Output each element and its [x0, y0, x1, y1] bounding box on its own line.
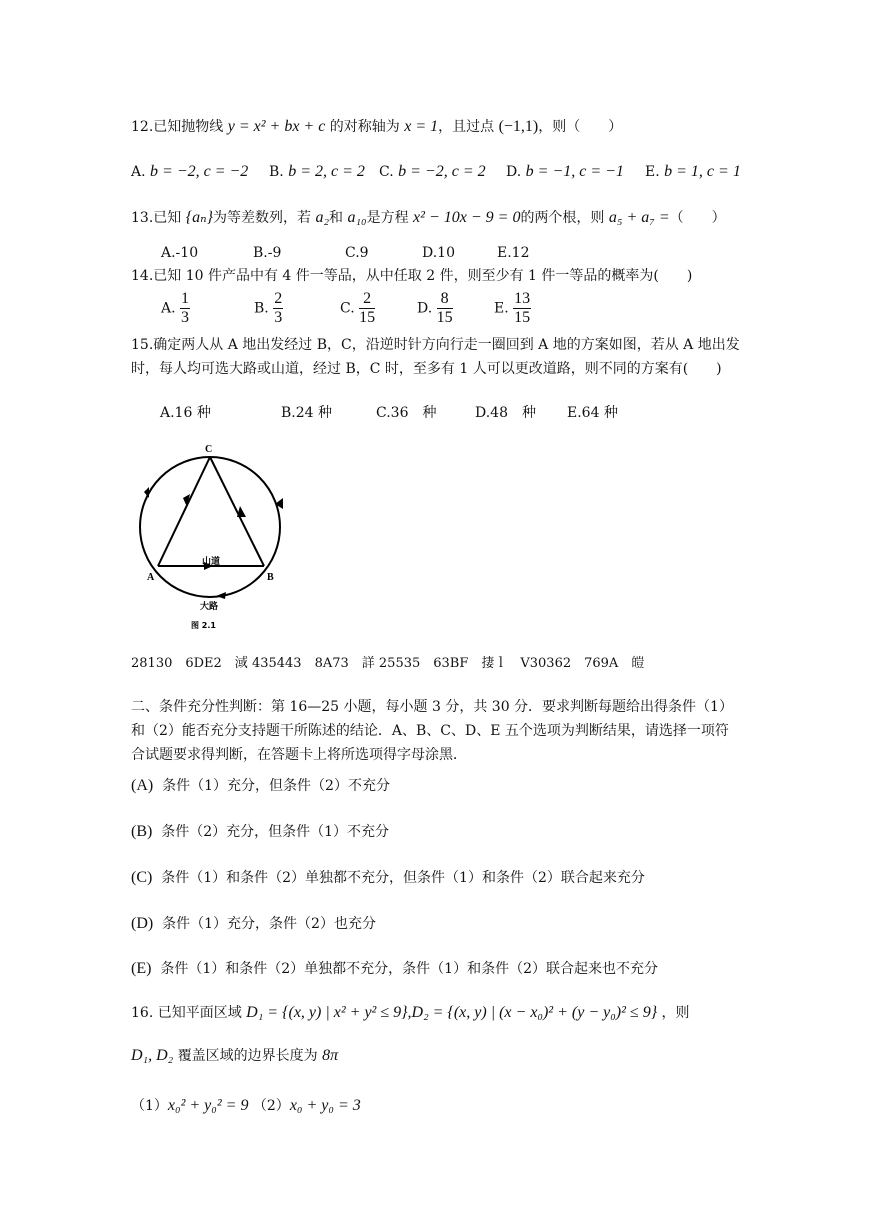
- outer-road-circle: [140, 457, 280, 597]
- q12-option-e[interactable]: E. b = 1, c = 1: [645, 163, 741, 180]
- q12-option-c[interactable]: C. b = −2, c = 2: [379, 163, 486, 180]
- q13-option-b[interactable]: B.-9: [253, 245, 282, 261]
- q16-conditions: （1）x₀² + y₀² = 9 （2）x₀ + y₀ = 3: [131, 1097, 361, 1114]
- choice-b: (B) 条件（2）充分，但条件（1）不充分: [131, 823, 390, 840]
- q16-stem: 16. 已知平面区域 D₁ = {(x, y) | x² + y² ≤ 9},D₂ = {(x, y) | (x − x₀)² + (y − y₀)² ≤ 9} ，则: [131, 1004, 690, 1021]
- route-figure: [125, 440, 315, 635]
- arrow-bc-icon: [237, 506, 246, 517]
- q14-option-b[interactable]: B. $\frac{2}{3}$: [254, 290, 283, 326]
- q14-option-e[interactable]: E. $\frac{13}{15}$: [494, 290, 531, 326]
- q13-option-a[interactable]: A.-10: [161, 245, 199, 261]
- figure-caption: 图 2.1: [191, 621, 216, 630]
- q14-option-c[interactable]: C. $\frac{2}{15}$: [340, 290, 376, 326]
- choice-a: (A) 条件（1）充分，但条件（2）不充分: [131, 777, 390, 794]
- section2-intro: 二、条件充分性判断：第 16—25 小题，每小题 3 分，共 30 分．要求判断每题给出得条件（1）和（2）能否充分支持题干所陈述的结论．A、B、C、D、E 五个选项为判断结果，请选择一项符合试题要求得判断，在答题卡上将所选项得字母涂黑．: [131, 699, 733, 763]
- q15-stem: 15.确定两人从 A 地出发经过 B，C，沿逆时针方向行走一圈回到 A 地的方案如图，若从 A 地出发时，每人均可选大路或山道，经过 B，C 时，至多有 1 人可以更改道路，则不同的方案有( ): [131, 337, 740, 377]
- choice-e: (E) 条件（1）和条件（2）单独都不充分，条件（1）和条件（2）联合起来也不充分: [131, 960, 658, 977]
- q15-option-d[interactable]: D.48 种: [475, 405, 536, 421]
- q15-option-e[interactable]: E.64 种: [567, 405, 618, 421]
- condition-2: x₀ + y₀ = 3: [289, 1097, 361, 1114]
- q12-option-d[interactable]: D. b = −1, c = −1: [506, 163, 624, 180]
- label-a: A: [147, 572, 155, 583]
- q13-stem: 13.已知 {aₙ}为等差数列，若 a₂和 a₁₀是方程 x² − 10x − 9 = 0的两个根，则 a₅ + a₇ =（ ）: [131, 209, 726, 226]
- choice-d: (D) 条件（1）充分，条件（2）也充分: [131, 915, 376, 932]
- fraction: $\frac{1}{3}$: [181, 290, 190, 326]
- q12-formula: y = x² + bx + c: [227, 118, 326, 135]
- q15-option-c[interactable]: C.36 种: [376, 405, 437, 421]
- q15-option-b[interactable]: B.24 种: [281, 405, 333, 421]
- q13-option-c[interactable]: C.9: [345, 245, 369, 261]
- q14-option-a[interactable]: A. $\frac{1}{3}$: [161, 290, 190, 326]
- q14-stem: 14.已知 10 件产品中有 4 件一等品，从中任取 2 件，则至少有 1 件一等品的概率为( ): [131, 268, 693, 284]
- condition-1: x₀² + y₀² = 9: [167, 1097, 249, 1114]
- garbled-line: 28130 6DE2 淢 435443 8A73 詳 25535 63BF 捿ｌ V30362 769A 皚: [131, 656, 645, 671]
- q12-option-a[interactable]: A. b = −2, c = −2: [131, 163, 249, 180]
- fraction: $\frac{13}{15}$: [514, 290, 531, 326]
- fraction: $\frac{2}{15}$: [359, 290, 376, 326]
- label-main-road: 大路: [200, 602, 219, 612]
- choice-c: (C) 条件（1）和条件（2）单独都不充分，但条件（1）和条件（2）联合起来充分: [131, 869, 645, 886]
- q12-option-b[interactable]: B. b = 2, c = 2: [269, 163, 365, 180]
- label-c: C: [205, 444, 213, 455]
- fraction: $\frac{8}{15}$: [436, 290, 453, 326]
- label-b: B: [267, 572, 274, 583]
- arrow-outer-bottom-icon: [216, 592, 226, 599]
- q13-option-d[interactable]: D.10: [422, 245, 455, 261]
- q15-option-a[interactable]: A.16 种: [160, 405, 211, 421]
- q16-line2: D₁, D₂ 覆盖区域的边界长度为 8π: [131, 1047, 339, 1064]
- q13-option-e[interactable]: E.12: [497, 245, 530, 261]
- q12-stem: 12.已知抛物线 y = x² + bx + c 的对称轴为 x = 1，且过点 (−1,1)，则（ ）: [131, 118, 623, 135]
- q14-option-d[interactable]: D. $\frac{8}{15}$: [417, 290, 453, 326]
- fraction: $\frac{2}{3}$: [274, 290, 283, 326]
- label-mountain-path: 山道: [202, 557, 221, 567]
